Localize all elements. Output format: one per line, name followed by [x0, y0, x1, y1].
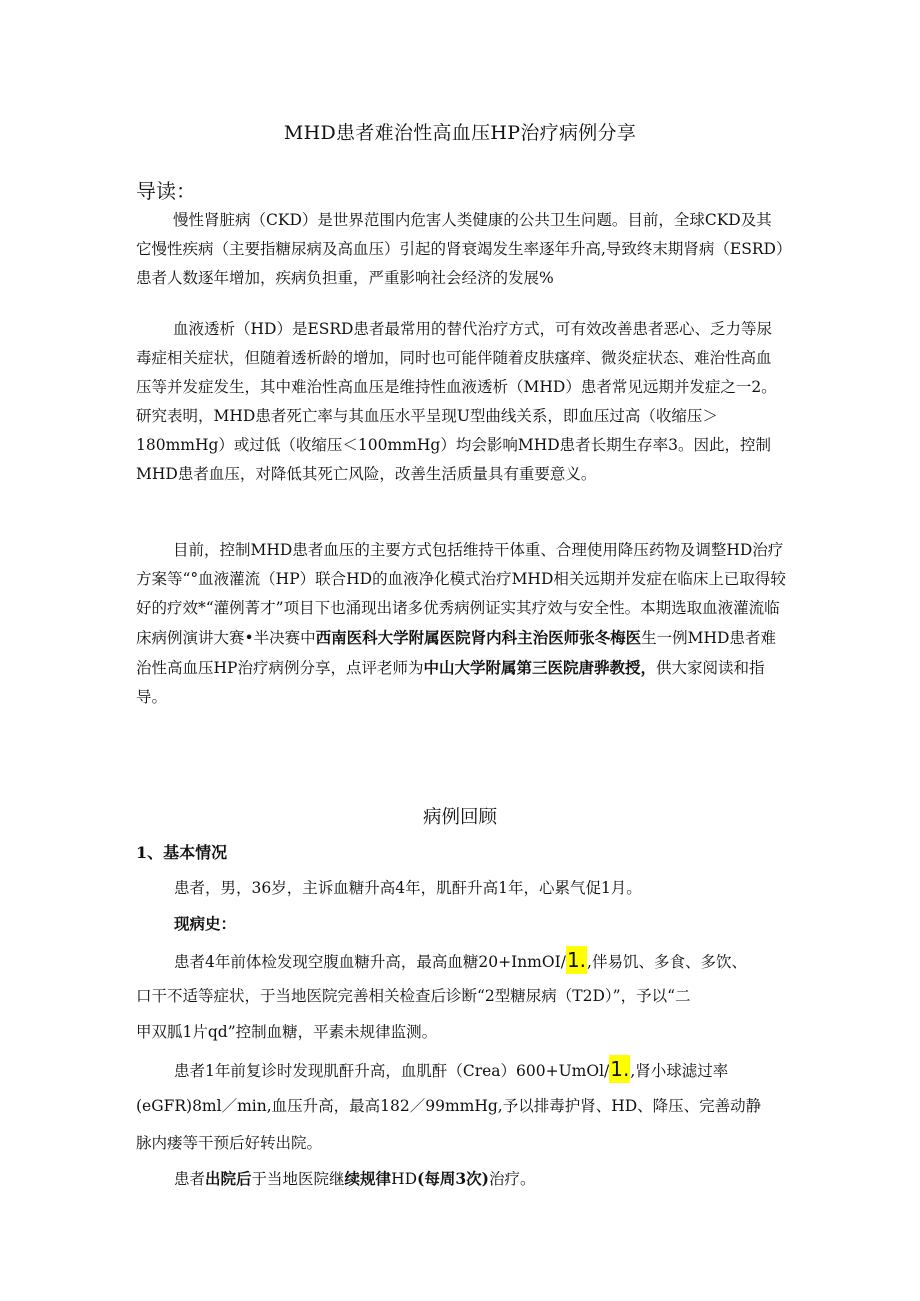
history-3-text-g: 治疗。 — [488, 1170, 536, 1188]
intro-p3-text-2: 生一例MHD患者难治性高血压HP治疗病例分享，点评老师为 — [136, 629, 776, 677]
intro-p3-text-1: 目前，控制MHD患者血压的主要方式包括维持干体重、合理使用降压药物及调整HD治疗方案等“°血液灌流（HP）联合HD的血液净化模式治疗MHD相关远期并发症在临床上已取得较好的疗效*“灌例菁才”项目下也涌现出诸多优秀病例证实其疗效与安全性。本期选取血液灌流临床病例演讲大赛•半决赛中 — [136, 541, 786, 647]
history-3-text-f: (每周3次) — [417, 1169, 489, 1188]
intro-p3-reviewer: 中山大学附属第三医院唐骅教授， — [423, 658, 656, 677]
history-3-text-a: 患者 — [174, 1170, 206, 1188]
history-2-line-2: (eGFR)8ml／min,血压升高，最高182／99mmHg,予以排毒护肾、HD、降压、完善动静 — [136, 1097, 762, 1115]
history-3-text-e: HD — [391, 1170, 418, 1188]
section-title-case-review: 病例回顾 — [422, 807, 497, 828]
intro-p3-text-3: 供大家阅读和指导。 — [136, 659, 765, 706]
history-3-text-b: 出院后 — [205, 1169, 252, 1188]
intro-label: 导读： — [136, 179, 196, 203]
history-3-text-c: 于当地医院继 — [251, 1170, 345, 1188]
intro-paragraph-hd: 血液透析（HD）是ESRD患者最常用的替代治疗方式，可有效改善患者恶心、乏力等尿毒症相关症状，但随着透析龄的增加，同时也可能伴随着皮肤瘙痒、微炎症状态、难治性高血压等并发症发生，其中难治性高血压是维持性血液透析（MHD）患者常见远期并发症之一2。研究表明，MHD患者死亡率与其血压水平呈现U型曲线关系，即血压过高（收缩压＞180mmHg）或过低（收缩压＜100mmHg）均会影响MHD患者长期生存率3。因此，控制MHD患者血压，对降低其死亡风险，改善生活质量具有重要意义。 — [136, 320, 777, 483]
intro-paragraph-ckd: 慢性肾脏病（CKD）是世界范围内危害人类健康的公共卫生问题。目前，全球CKD及其它慢性疾病（主要指糖尿病及高血压）引起的肾衰竭发生率逐年升高,导致终末期肾病（ESRD）患者人数逐年增加，疾病负担重，严重影响社会经济的发展% — [136, 211, 784, 287]
history-1-text-b: ,伴易饥、多食、多饮、 — [587, 953, 747, 971]
history-2-text-a: 患者1年前复诊时发现肌酐升高，血肌酐（Crea）600+UmOl/ — [174, 1062, 610, 1080]
highlight-mark: 1. — [566, 948, 587, 972]
history-1-text-a: 患者4年前体检发现空腹血糖升高，最高血糖20+InmOI/ — [174, 953, 566, 971]
history-3-line — [174, 1167, 535, 1189]
basic-info-text: 患者，男，36岁，主诉血糖升高4年，肌酐升高1年，心累气促1月。 — [174, 879, 642, 897]
history-3-text-d: 续规律 — [344, 1169, 392, 1188]
history-1-line-1 — [174, 948, 747, 972]
history-2-line-3: 脉内瘘等干预后好转出院。 — [136, 1134, 323, 1152]
highlight-mark: 1. — [610, 1057, 630, 1081]
history-1-line-2: 口干不适等症状，于当地医院完善相关检查后诊断“2型糖尿病（T2D）”，予以“二 — [136, 987, 691, 1005]
history-label: 现病史： — [174, 914, 237, 933]
basic-info-heading: 1、基本情况 — [136, 843, 228, 862]
document-title: MHD患者难治性高血压HP治疗病例分享 — [283, 122, 637, 144]
history-2-line-1 — [174, 1057, 728, 1081]
intro-p3-doctor: 西南医科大学附属医院肾内科主治医师张冬梅医 — [315, 628, 642, 647]
history-1-line-3: 甲双胍1片qd”控制血糖，平素未规律监测。 — [136, 1023, 438, 1041]
intro-paragraph-hp — [136, 536, 786, 712]
history-2-text-b: ,肾小球滤过率 — [630, 1062, 729, 1080]
